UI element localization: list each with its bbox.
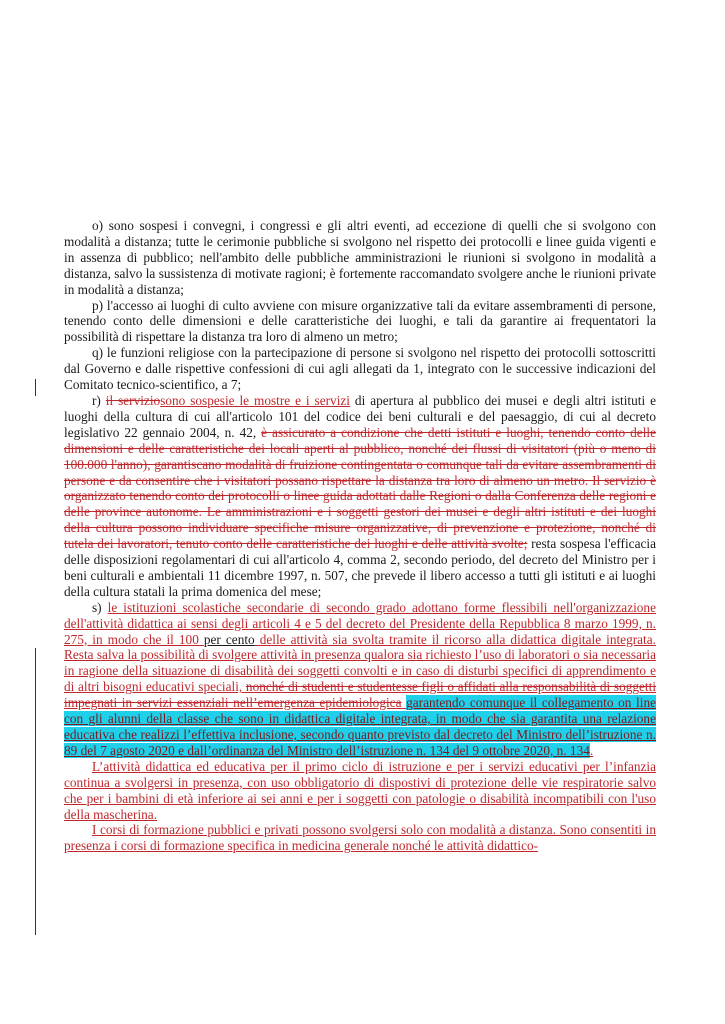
paragraph-o bbox=[64, 218, 656, 298]
text-ins-segment: I corsi di formazione pubblici e privati possono svolgersi solo con modalità a distanza. Sono consentiti in presenza i corsi di formazione specifica in medicina generale nonché le attività didattico- bbox=[64, 822, 656, 854]
text-hl-segment: garantendo comunque il collegamento on line con gli alunni della classe che sono in didattica digitale integrata, in modo che sia garantita una relazione educativa che realizzi l’effettiva inclusione, secondo quanto previsto dal decreto del Ministro dell’istruzione n. 89 del 7 agosto 2020 e dall’ordinanza del Ministro dell’istruzione n. 134 del 9 ottobre 2020, n. 134 bbox=[64, 695, 656, 758]
text-del-segment: è assicurato a condizione che detti istituti e luoghi, tenendo conto delle dimensioni e delle caratteristiche dei locali aperti al pubblico, nonché dei flussi di visitatori (più o meno di 100.000 l'anno), garantiscano modalità di fruizione contingentata o comunque tali da evitare assembramenti di persone e da consentire che i visitatori possano rispettare la distanza tra loro di almeno un metro. Il servizio è organizzato tenendo conto dei protocolli o linee guida adottati dalle Regioni o dalla Conferenza delle regioni e delle province autonome. Le amministrazioni e i soggetti gestori dei musei e degli altri istituti e dei luoghi della cultura possono individuare specifiche misure organizzative, di prevenzione e protezione, nonché di tutela dei lavoratori, tenuto conto delle caratteristiche dei luoghi e delle attività svolte; bbox=[64, 424, 656, 552]
text-ins-segment: delle attività sia svolta tramite il ricorso alla didattica digitale integrata. Resta salva la possibilità di svolgere attività in presenza qualora sia richiesto l’uso di laboratori o sia necessaria in ragione della situazione di disabilità dei soggetti convolti e in caso di disturbi specifici di apprendimento e di altri bisogni educativi speciali, bbox=[64, 631, 656, 695]
paragraph-q bbox=[64, 345, 656, 393]
paragraph-r bbox=[64, 393, 656, 600]
paragraph-p bbox=[64, 298, 656, 346]
change-bar-s bbox=[35, 648, 36, 935]
text-ins-segment: L’attività didattica ed educativa per il primo ciclo di istruzione e per i servizi educativi per l’infanzia continua a svolgersi in presenza, con uso obbligatorio di dispostivi di protezione delle vie respiratorie salvo che per i bambini di età inferiore ai sei anni e per i soggetti con patologie o disabilità incompatibili con l'uso della mascherina. bbox=[64, 758, 656, 822]
text-del-segment: il servizio bbox=[105, 392, 161, 408]
text-plain-segment: di apertura al pubblico dei musei e degli altri istituti e luoghi della cultura di cui all'articolo 101 del codice dei beni culturali e del paesaggio, di cui al decreto legislativo 22 gennaio 2004, n. 42, bbox=[64, 392, 656, 440]
paragraph-s-primo-ciclo bbox=[64, 759, 656, 823]
text-plain-segment: r) bbox=[92, 392, 106, 408]
text-ins-del-segment: nonché di studenti e studentesse figli o affidati alla responsabilità di soggetti impegnati in servizi essenziali nell’emergenza epidemiologica bbox=[64, 679, 657, 711]
text-plain-segment: o) sono sospesi i convegni, i congressi e gli altri eventi, ad eccezione di quelli che si svolgono con modalità a distanza; tutte le cerimonie pubbliche si svolgono nel rispetto dei protocolli e linee guida vigenti e in assenza di pubblico; nell'ambito delle pubbliche amministrazioni le riunioni si svolgono in modalità a distanza, salvo la sussistenza di motivate ragioni; è fortemente raccomandato svolgere anche le riunioni private in modalità a distanza; bbox=[64, 218, 656, 297]
text-ins-segment: . bbox=[589, 742, 594, 758]
text-plain-segment: q) le funzioni religiose con la partecipazione di persone si svolgono nel rispetto dei protocolli sottoscritti dal Governo e dalle rispettive confessioni di cui agli allegati da 1, integrato con le successive indicazioni del Comitato tecnico-scientifico, a 7; bbox=[64, 345, 656, 393]
text-plain-segment: resta sospesa l'efficacia delle disposizioni regolamentari di cui all'articolo 4, comma 2, secondo periodo, del decreto del Ministro per i beni culturali e ambientali 11 dicembre 1997, n. 507, che prevede il libero accesso a tutti gli istituti e ai luoghi della cultura statali la prima domenica del mese; bbox=[64, 536, 656, 599]
text-plain-segment: s) bbox=[92, 599, 108, 615]
document-page bbox=[64, 218, 656, 854]
text-ins-segment: sono sospesie le mostre e i servizi bbox=[160, 392, 350, 408]
paragraph-s-corsi-formazione bbox=[64, 822, 656, 854]
text-plain-ul-segment: per cento bbox=[203, 631, 255, 647]
paragraph-s bbox=[64, 600, 656, 759]
text-plain-segment: p) l'accesso ai luoghi di culto avviene con misure organizzative tali da evitare assembramenti di persone, tenendo conto delle dimensioni e delle caratteristiche dei luoghi, e tali da garantire ai frequentatori la possibilità di rispettare la distanza tra loro di almeno un metro; bbox=[64, 297, 656, 345]
text-ins-segment: le istituzioni scolastiche secondarie di secondo grado adottano forme flessibili nell'organizzazione dell'attività didattica ai sensi degli articoli 4 e 5 del decreto del Presidente della Repubblica 8 marzo 1999, n. 275, in modo che il 100 bbox=[64, 599, 656, 647]
change-bar-r bbox=[35, 379, 36, 396]
